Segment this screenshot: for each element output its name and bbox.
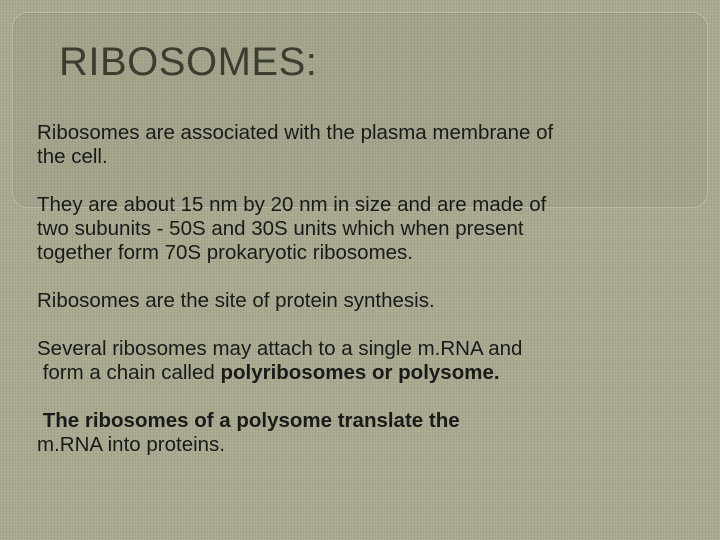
paragraph-line: two subunits - 50S and 30S units which when present xyxy=(37,217,524,240)
paragraph-line: Several ribosomes may attach to a single m.RNA and xyxy=(37,337,523,360)
paragraph-protein-synthesis xyxy=(37,289,435,313)
paragraph-translation xyxy=(37,409,460,457)
slide-title: RIBOSOMES: xyxy=(59,40,318,84)
paragraph-polysome-chain xyxy=(37,337,522,385)
paragraph-line: They are about 15 nm by 20 nm in size and are made of xyxy=(37,193,547,216)
paragraph-line-bold: The ribosomes of a polysome translate the xyxy=(37,409,460,432)
paragraph-line: Ribosomes are associated with the plasma membrane of xyxy=(37,121,554,144)
paragraph-line: the cell. xyxy=(37,145,108,168)
paragraph-plasma-membrane xyxy=(37,121,553,169)
paragraph-line: Ribosomes are the site of protein synthesis. xyxy=(37,289,435,312)
paragraph-text: form a chain called xyxy=(37,361,221,384)
paragraph-size-subunits xyxy=(37,193,546,265)
paragraph-line: m.RNA into proteins. xyxy=(37,433,225,456)
paragraph-line: together form 70S prokaryotic ribosomes. xyxy=(37,241,413,264)
paragraph-line-mixed xyxy=(37,361,522,385)
bold-term-polysome: polyribosomes or polysome. xyxy=(220,361,500,384)
